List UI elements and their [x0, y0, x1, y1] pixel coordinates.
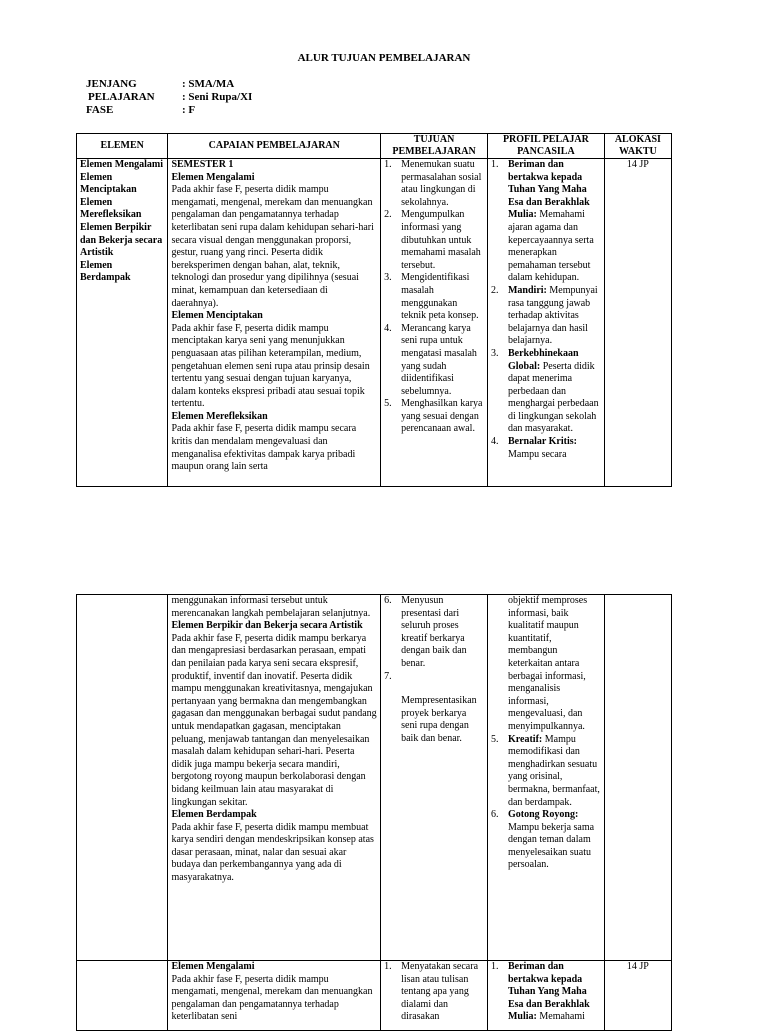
capaian-cell [168, 961, 381, 1031]
capaian-text: Pada akhir fase F, peserta didik mampu mengamati, mengenal, merekam dan menuangkan pengalaman dan pengamatannya terhadap keterlibatan seni rupa dalam kehidupan sehari-hari secara visual dengan menggunakan proporsi, gestur, ruang yang rinci. Peserta didik bereksperimen dengan bahan, alat, teknik, teknologi dan prosedur yang dipilihnya (sesuai minat, kemampuan dan ketersediaan di daerahnya). [171, 184, 374, 309]
capaian-text: menggunakan informasi tersebut untuk merencanakan langkah pembelajaran selanjutnya. [171, 595, 371, 619]
item-number: 2. [384, 209, 392, 221]
profil-text: Mampu bekerja sama dengan teman dalam menyelesaikan suatu persoalan. [507, 821, 595, 871]
item-number: 2. [490, 284, 499, 296]
profil-heading: Kreatif: [507, 733, 543, 745]
list-item [384, 159, 484, 209]
tujuan-list [384, 595, 484, 683]
profil-list [491, 734, 601, 873]
alokasi-cell: 14 JP [604, 961, 671, 1031]
item-text [508, 436, 601, 461]
profil-continued-text: objektif memproses informasi, baik kualitatif maupun kuantitatif, membangun keterkaitan antara berbagai informasi, menganalisis informasi, mengevaluasi, dan menyimpulkannya. [507, 595, 588, 732]
item-text: Merancang karya seni rupa untuk mengatasi masalah yang sudah diidentifikasi sebelumnya. [401, 322, 477, 397]
item-text: Mengumpulkan informasi yang dibutuhkan untuk memahami masalah tersebut. [401, 209, 481, 271]
profil-text: Mampu memodifikasi dan menghadirkan sesuatu yang orisinal, bermakna, bermanfaat, dan berdampak. [507, 733, 600, 808]
capaian-heading: Elemen Mengalami [171, 961, 255, 972]
profil-text: Peserta didik dapat menerima perbedaan dan menghargai perbedaan di lingkungan sekolah dan masyarakat. [507, 360, 599, 435]
item-text: Menemukan suatu permasalahan sosial atau lingkungan di sekolahnya. [401, 159, 482, 208]
item-text [508, 348, 601, 436]
meta-value: : Seni Rupa/XI [182, 91, 253, 103]
meta-label: JENJANG [86, 78, 137, 90]
semester-label: SEMESTER 1 [171, 159, 234, 170]
table-row [77, 595, 672, 961]
elemen-cell [77, 961, 168, 1031]
header-capaian: CAPAIAN PEMBELAJARAN [168, 134, 381, 159]
alokasi-cell [604, 595, 671, 961]
profil-heading: Beriman dan bertakwa kepada Tuhan Yang Maha Esa dan Berakhlak Mulia: [507, 159, 590, 221]
capaian-heading: Elemen Berdampak [171, 809, 257, 821]
learning-path-table-page-1 [76, 133, 672, 487]
list-item [384, 671, 484, 684]
item-number: 6. [490, 809, 499, 821]
item-number: 7. [384, 670, 392, 682]
item-text [508, 285, 601, 348]
capaian-text: Pada akhir fase F, peserta didik mampu menciptakan karya seni yang menunjukkan penguasaan atas pilihan keterampilan, medium, pengetahuan elemen seni rupa atau prinsip desain tertentu yang sesuai dengan tujuan karyanya, dalam konteks ekspresi pribadi atau sesuai topik tertentu. [171, 322, 370, 410]
profil-cell [487, 961, 604, 1031]
tujuan-extra-text: Mempresentasikan proyek berkarya seni rupa dengan baik dan benar. [401, 695, 477, 744]
list-item [384, 272, 484, 322]
item-number: 6. [384, 595, 392, 606]
profil-heading: Berkebhinekaan Global: [507, 347, 579, 372]
capaian-text: Pada akhir fase F, peserta didik mampu mengamati, mengenal, merekam dan menuangkan pengalaman dan pengamatannya terhadap keterlibatan seni [171, 973, 373, 1023]
profil-cell [487, 159, 604, 487]
item-number: 1. [384, 961, 392, 972]
elemen-cell [77, 595, 168, 961]
tujuan-cell [381, 159, 488, 487]
item-number: 5. [384, 398, 392, 410]
profil-heading: Gotong Royong: [507, 809, 579, 821]
item-text: Menyatakan secara lisan atau tulisan tentang apa yang dialami dan dirasakan [401, 961, 479, 1023]
list-item [491, 159, 601, 285]
item-text: Menghasilkan karya yang sesuai dengan perencanaan awal. [401, 398, 483, 435]
profil-list [491, 961, 601, 1024]
item-number: 3. [384, 272, 392, 284]
list-item [384, 209, 484, 272]
alokasi-cell: 14 JP [604, 159, 671, 487]
item-number: 1. [384, 159, 392, 170]
item-number: 1. [490, 159, 499, 170]
tujuan-list [384, 961, 484, 1024]
elemen-item: Elemen Mengalami [80, 159, 164, 170]
profil-text: Mampu secara [507, 448, 567, 460]
profil-cell [487, 595, 604, 961]
capaian-heading: Elemen Menciptakan [171, 310, 263, 322]
profil-text: Memahami ajaran agama dan kepercayaannya serta menerapkan pemahaman tersebut dalam kehidupan. [507, 209, 594, 284]
item-number: 4. [384, 322, 392, 334]
item-text: Mengidentifikasi masalah menggunakan teknik peta konsep. [401, 272, 479, 322]
meta-label: FASE [86, 104, 114, 116]
document-meta [86, 78, 252, 117]
capaian-text: Pada akhir fase F, peserta didik mampu membuat karya sendiri dengan mendeskripsikan konsep atas dasar perasaan, minat, nalar dan sesuai akar budaya dan perkembangannya yang ada di masyarakatnya. [171, 821, 374, 884]
list-item [491, 961, 601, 1024]
capaian-cell [168, 159, 381, 487]
header-profil: PROFIL PELAJAR PANCASILA [487, 134, 604, 159]
meta-value: : F [182, 104, 196, 116]
profil-text: Memahami [536, 1011, 585, 1023]
header-alokasi: ALOKASI WAKTU [604, 134, 671, 159]
learning-path-table-page-2 [76, 594, 672, 1031]
elemen-item: Elemen Berdampak [80, 259, 131, 284]
tujuan-list [384, 159, 484, 436]
meta-value: : SMA/MA [182, 78, 235, 90]
tujuan-cell [381, 595, 488, 961]
item-text [401, 671, 484, 684]
elemen-cell [77, 159, 168, 487]
item-text [508, 961, 601, 1024]
meta-label: PELAJARAN [88, 91, 155, 103]
meta-row-pelajaran [86, 91, 252, 104]
list-item [491, 734, 601, 810]
list-item [491, 285, 601, 348]
list-item [491, 809, 601, 872]
item-number: 4. [490, 436, 499, 448]
list-item [384, 961, 484, 1024]
item-text [508, 159, 601, 285]
item-number: 3. [490, 347, 499, 359]
table-row [77, 961, 672, 1031]
profil-heading: Bernalar Kritis: [507, 436, 577, 448]
capaian-heading: Elemen Mengalami [171, 171, 255, 183]
list-item [384, 398, 484, 436]
item-text [508, 809, 601, 872]
capaian-cell [168, 595, 381, 961]
tujuan-cell [381, 961, 488, 1031]
profil-heading: Mandiri: [507, 284, 547, 296]
list-item [491, 436, 601, 461]
list-item [384, 595, 484, 671]
table-row [77, 159, 672, 487]
header-tujuan: TUJUAN PEMBELAJARAN [381, 134, 488, 159]
profil-text: Mempunyai rasa tanggung jawab terhadap aktivitas belajarnya dan hasil belajarnya. [507, 284, 598, 347]
item-number: 1. [490, 961, 499, 972]
elemen-item: Elemen Menciptakan [80, 171, 137, 196]
meta-row-jenjang [86, 78, 252, 91]
capaian-heading: Elemen Berpikir dan Bekerja secara Artistik [171, 620, 363, 632]
header-elemen: ELEMEN [77, 134, 168, 159]
table-header-row [77, 134, 672, 159]
list-item [491, 348, 601, 436]
document-title: ALUR TUJUAN PEMBELAJARAN [297, 52, 471, 64]
capaian-text: Pada akhir fase F, peserta didik mampu berkarya dan mengapresiasi berdasarkan perasaan, empati dan penilaian pada karya seni secara ekspresif, produktif, inventif dan inovatif. Peserta didik mampu menggunakan kreativitasnya, mengajukan pertanyaan yang bermakna dan mengembangkan gagasan dan menggunakan berbagai sudut pandang untuk mendapatkan gagasan, menciptakan peluang, menjawab tantangan dan menyelesaikan masalah dalam kehidupan sehari-hari. Peserta didik juga mampu bekerja secara mandiri, bergotong royong maupun berkolaborasi dengan bidang keilmuan lain atau masyarakat di lingkungan sekitar. [171, 632, 377, 808]
elemen-item: Elemen Berpikir dan Bekerja secara Artistik [80, 221, 163, 259]
capaian-text: Pada akhir fase F, peserta didik mampu secara kritis dan mendalam mengevaluasi dan menganalisa efektivitas dampak karya pribadi maupun orang lain serta [171, 423, 357, 473]
item-text: Menyusun presentasi dari seluruh proses kreatif berkarya dengan baik dan benar. [401, 595, 467, 669]
item-number: 5. [490, 733, 499, 745]
meta-row-fase [86, 104, 252, 117]
list-item [384, 323, 484, 399]
item-text [508, 734, 601, 810]
elemen-item: Elemen Merefleksikan [80, 196, 142, 221]
profil-list [491, 159, 601, 461]
capaian-heading: Elemen Merefleksikan [171, 410, 268, 422]
profil-heading: Beriman dan bertakwa kepada Tuhan Yang Maha Esa dan Berakhlak Mulia: [507, 961, 590, 1023]
